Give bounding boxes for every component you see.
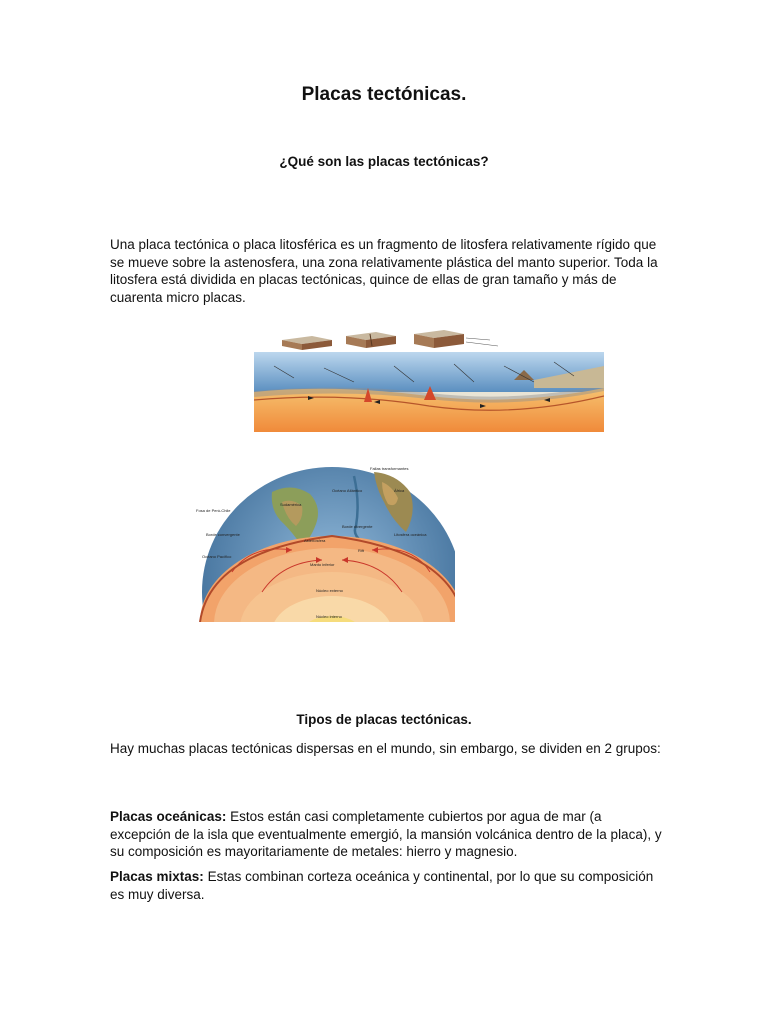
plate-boundaries-illustration (254, 326, 604, 432)
earth-cutaway-illustration (192, 462, 455, 622)
label-nucleo-ext: Núcleo externo (316, 588, 343, 593)
mixed-plates-label: Placas mixtas: (110, 869, 204, 884)
label-africa: África (394, 488, 405, 493)
definition-paragraph: Una placa tectónica o placa litosférica es un fragmento de litosfera relativamente rígido que se mueve sobre la astenosfera, una zona relativamente plástica del manto superior. Toda la litosfera está dividida en placas tectónicas, quince de ellas de gran tamaño y más de cuarenta micro placas. (110, 237, 658, 305)
block-diagram-transform (346, 332, 396, 348)
label-borde-conv: Borde convergente (206, 532, 240, 537)
label-rift: Rift (358, 548, 364, 553)
label-fallas: Fallas transformantes (370, 466, 409, 471)
mixed-plates-paragraph (110, 868, 666, 903)
label-borde-div: Borde divergente (342, 524, 373, 529)
label-pacifico: Océano Pacífico (202, 554, 232, 559)
mixed-plates-text: Estas combinan corteza oceánica y continental, por lo que su composición es muy diversa. (110, 869, 654, 902)
page-title: Placas tectónicas. (301, 84, 467, 105)
block-diagram-convergent (414, 330, 498, 348)
oceanic-plates-paragraph (110, 808, 666, 861)
label-fosa: Fosa de Perú-Chile (196, 508, 231, 513)
section-heading-que-son: ¿Qué son las placas tectónicas? (279, 154, 489, 169)
label-litosfera: Litosfera oceánica (394, 532, 427, 537)
label-sudamerica: Sudamérica (280, 502, 302, 507)
label-manto: Manto inferior (310, 562, 335, 567)
label-nucleo-int: Núcleo interno (316, 614, 342, 619)
section-heading-tipos: Tipos de placas tectónicas. (296, 712, 472, 727)
types-intro-paragraph: Hay muchas placas tectónicas dispersas en el mundo, sin embargo, se dividen en 2 grupos: (110, 741, 661, 756)
oceanic-plates-text: Estos están casi completamente cubiertos por agua de mar (a excepción de la isla que eventualmente emergió, la mansión volcánica dentro de la placa), y su composición es mayoritariamente de metales: hierro y magnesio. (110, 809, 662, 859)
label-astenosfera: Astenosfera (304, 538, 326, 543)
label-oceano: Océano Atlántico (332, 488, 363, 493)
oceanic-plates-label: Placas oceánicas: (110, 809, 227, 824)
block-diagram-divergent (282, 336, 332, 350)
